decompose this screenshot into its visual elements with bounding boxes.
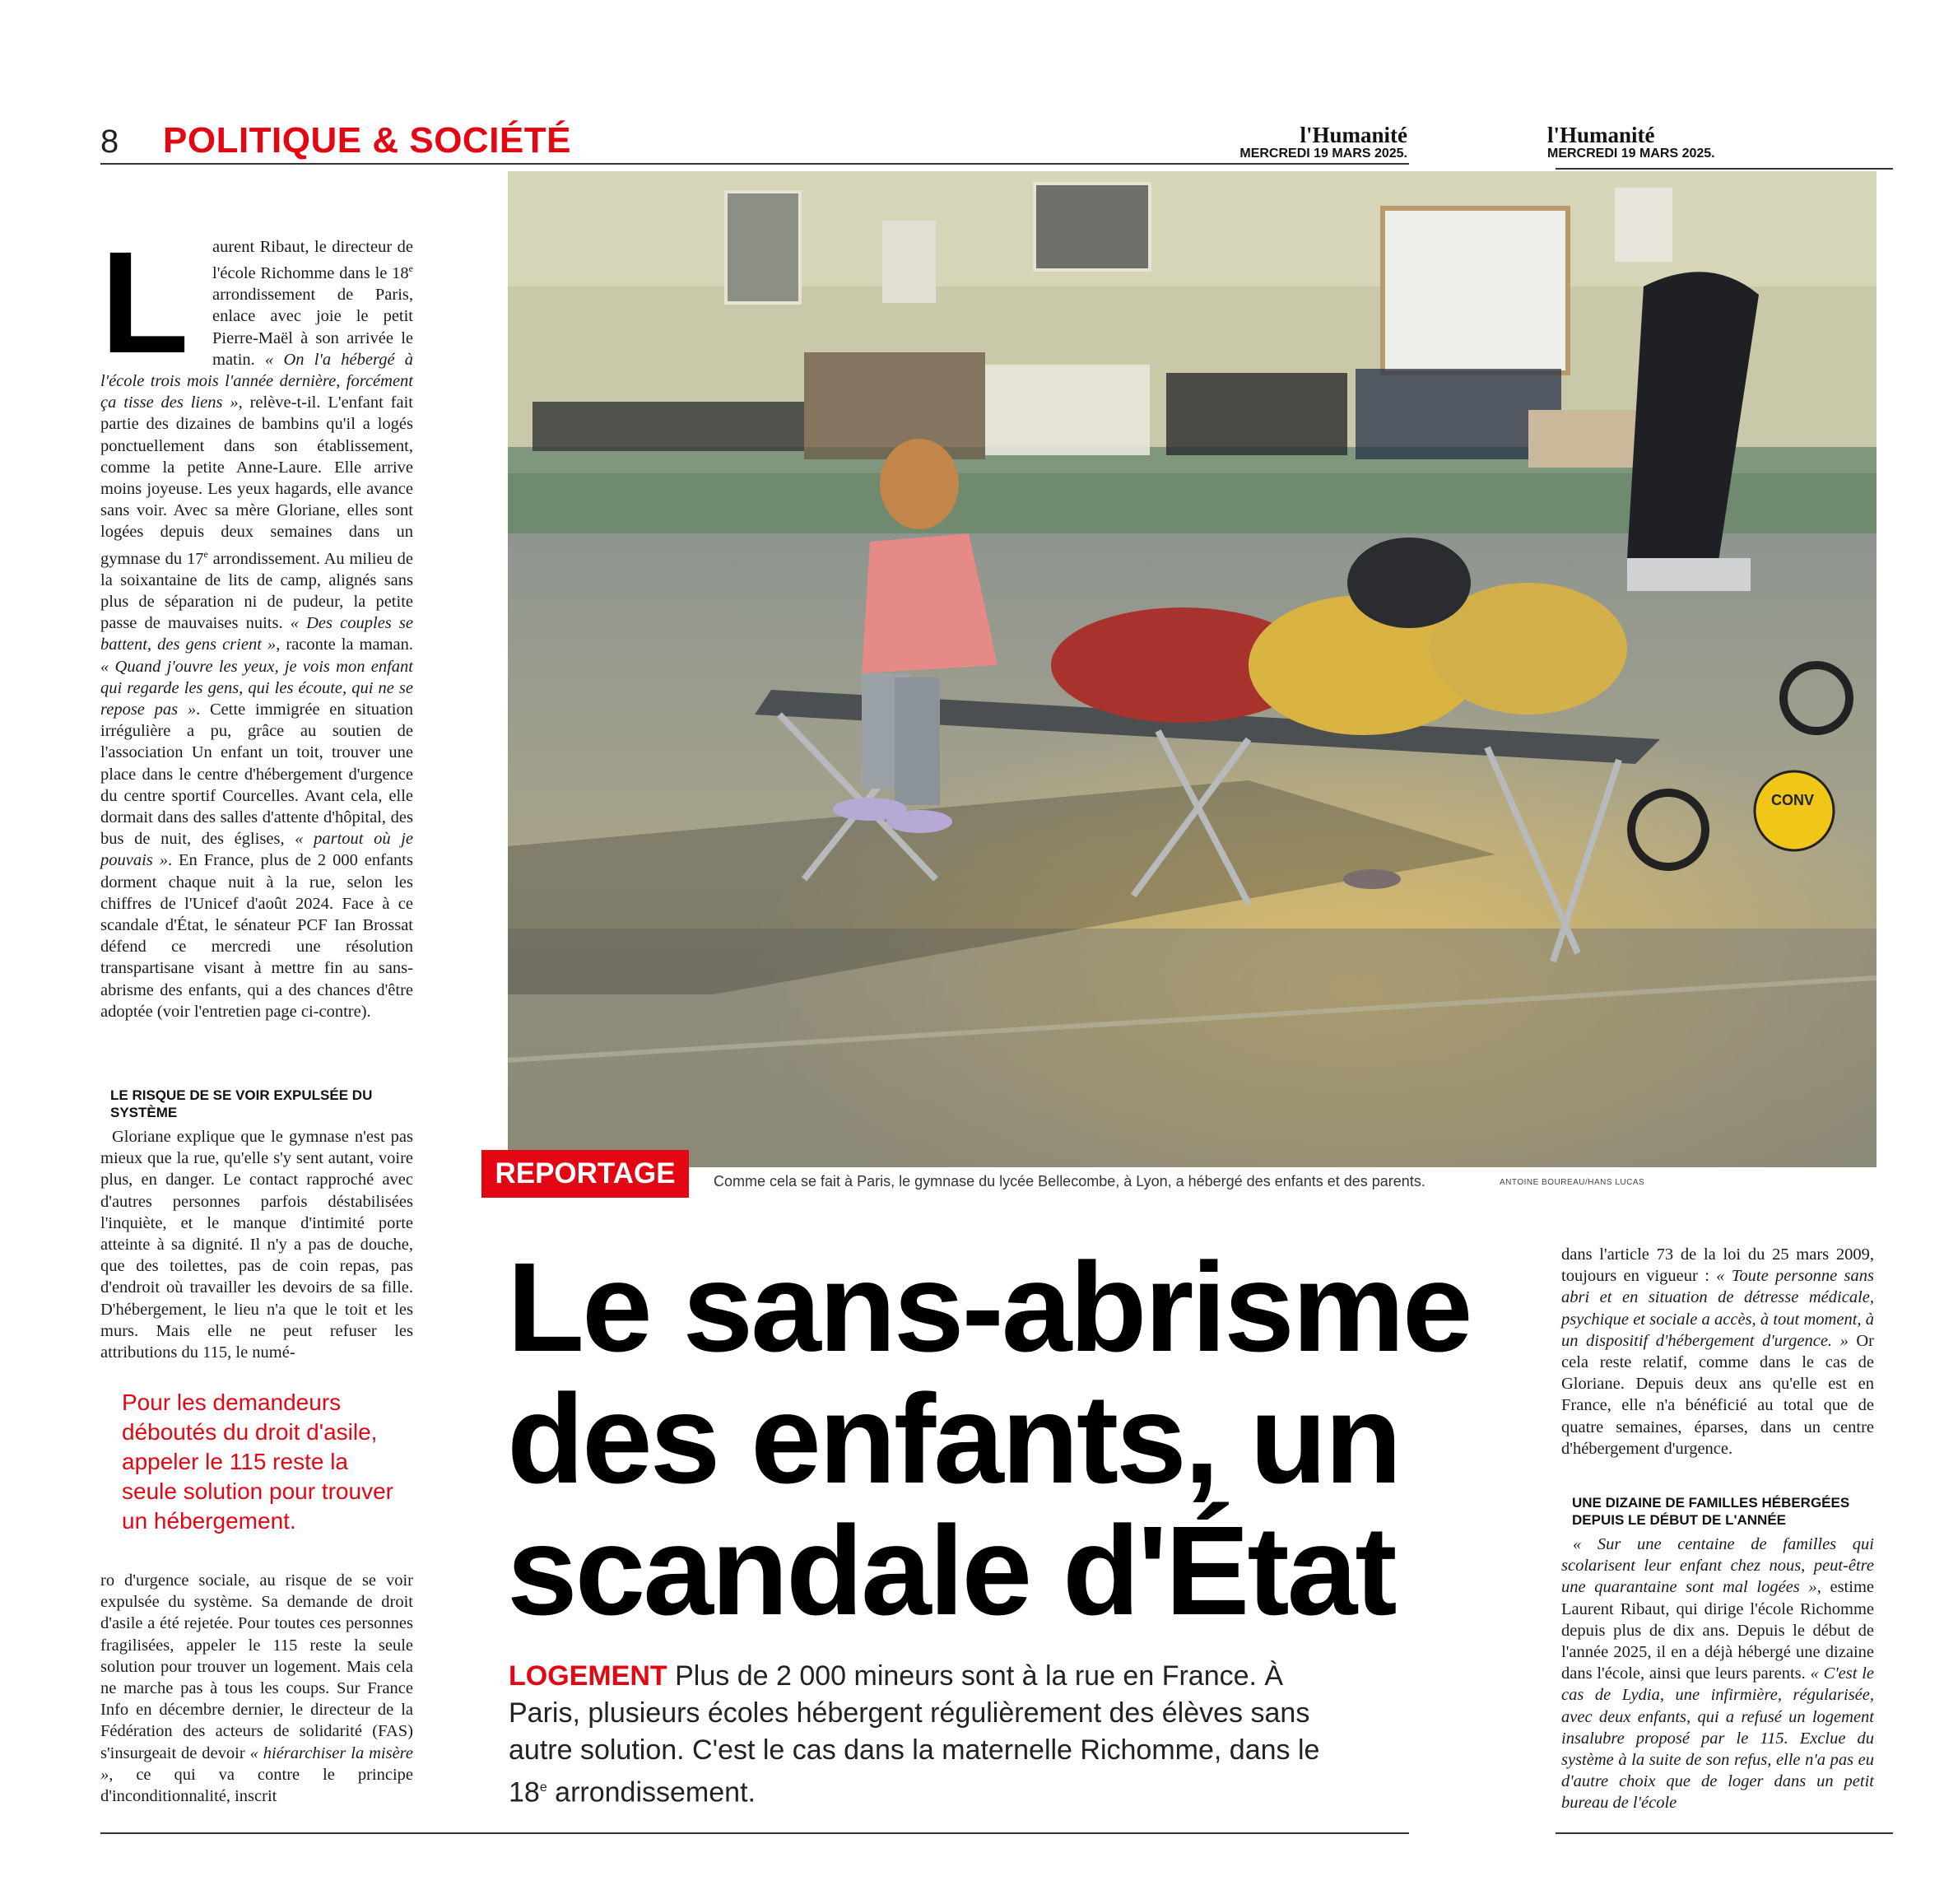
text-run: arrondissement.: [546, 1776, 756, 1809]
article-right-part1: [1561, 1244, 1874, 1459]
masthead-date: MERCREDI 19 MARS 2025.: [1547, 147, 1715, 161]
masthead-logo: l'Humanité: [1547, 123, 1655, 147]
article-left-part3: [100, 1570, 413, 1807]
quote: « Des couples se battent, des gens crient »: [100, 614, 413, 654]
text-run: , raconte la maman.: [276, 635, 414, 654]
footer-rule-left: [100, 1832, 1409, 1834]
text-run: aurent Ribaut, le directeur de l'école Richomme dans le 18: [212, 238, 413, 283]
masthead-right: [1547, 123, 1720, 161]
headline-line1: Le sans-abrisme: [507, 1236, 1471, 1378]
drop-cap: L: [100, 222, 189, 384]
text-run: Or cela reste relatif, comme dans le cas de Gloriane. Depuis deux ans qu'elle est en France, elle n'a bénéficié au total que de quatre semaines, éparses, dans un centre d'hébergement d'urgence.: [1561, 1331, 1874, 1458]
pull-quote: Pour les demandeurs déboutés du droit d'asile, appeler le 115 reste la seule solution pour trouver un hébergement.: [122, 1390, 393, 1534]
paragraph: Gloriane explique que le gymnase n'est pas mieux que la rue, qu'elle s'y sent autant, voire plus, en danger. Le contact rapproché avec d'autres personnes parfois déstabilisées l'inquiète, et le manque d'intimité porte atteinte à sa dignité. Il n'y a pas de douche, que des toilettes, pas de coin repas, pas d'endroit où travailler les devoirs de sa fille. D'hébergement, le lieu n'a que le toit et les murs. Mais elle ne peut refuser les attributions du 115, le numé-: [100, 1128, 413, 1362]
headline-line2: des enfants, un: [507, 1368, 1400, 1510]
text-run: dans l'article 73 de la loi du 25 mars 2009, toujours en vigueur :: [1561, 1245, 1874, 1286]
masthead-left: [1235, 123, 1407, 161]
quote: « partout où je pouvais »: [100, 830, 414, 870]
section-rubric: POLITIQUE & SOCIÉTÉ: [163, 120, 571, 161]
footer-rule-right: [1556, 1832, 1893, 1834]
header-rule-right: [1556, 168, 1893, 170]
page-number: 8: [100, 123, 119, 160]
photo-credit: ANTOINE BOUREAU/HANS LUCAS: [1500, 1178, 1645, 1187]
quote: « Quand j'ouvre les yeux, je vois mon enfant qui regarde les gens, qui les écoute, qui ne se repose pas »: [100, 657, 413, 719]
text-run: . Cette immigrée en situation irrégulière a pu, grâce au soutien de l'association Un enfant un toit, trouver une place dans le centre d'hébergement d'urgence du centre sportif Courcelles. Avant cela, elle dormait dans des salles d'attente d'hôpital, des bus de nuit, des églises,: [100, 700, 414, 849]
subhead-risque: LE RISQUE DE SE VOIR EXPULSÉE DU SYSTÈME: [110, 1087, 373, 1120]
superscript: e: [408, 263, 413, 275]
masthead-date: MERCREDI 19 MARS 2025.: [1239, 147, 1407, 161]
quote: « C'est le cas de Lydia, une infirmière, régularisée, avec deux enfants, qui a refusé un logement insalubre proposé par le 115. Exclue du système à la suite de son refus, elle n'a pas eu d'autre choix que de loger dans un petit bureau de l'école: [1561, 1664, 1874, 1813]
superscript: e: [539, 1781, 547, 1795]
chapo-keyword: LOGEMENT: [509, 1660, 667, 1692]
article-left-part2: [100, 1126, 413, 1363]
text-run: Plus de 2 000 mineurs sont à la rue en France. À Paris, plusieurs écoles hébergent régulièrement des élèves sans autre solution. C'est le cas dans la maternelle Richomme, dans le 18: [509, 1660, 1320, 1809]
subhead-dizaine: UNE DIZAINE DE FAMILLES HÉBERGÉES DEPUIS LE DÉBUT DE L'ANNÉE: [1572, 1495, 1850, 1528]
ball-label: CONV: [1771, 792, 1815, 808]
text-run: arrondissement de Paris, enlace avec joie le petit Pierre-Maël à son arrivée le matin.: [212, 286, 413, 369]
article-photo: [508, 171, 1877, 1167]
text-run: , estime Laurent Ribaut, qui dirige l'école Richomme depuis plus de dix ans. Depuis le début de l'année 2025, il en a déjà hébergé une dizaine dans l'école, ainsi que leurs parents.: [1561, 1578, 1874, 1683]
reportage-tag: REPORTAGE: [481, 1150, 689, 1198]
article-left-part1: [100, 222, 414, 1022]
quote: « Sur une centaine de familles qui scolarisent leur enfant chez nous, peut-être une quarantaine sont mal logées »: [1561, 1535, 1874, 1597]
text-run: , ce qui va contre le principe d'inconditionnalité, inscrit: [100, 1765, 413, 1806]
header-rule-left: [100, 163, 1409, 165]
superscript: e: [203, 547, 208, 560]
headline-line3: scandale d'État: [507, 1500, 1395, 1641]
quote: « hiérarchiser la misère »: [100, 1743, 413, 1784]
text-run: , relève-t-il. L'enfant fait partie des dizaines de bambins qu'il a logés ponctuellement dans son établissement, comme la petite Anne-Laure. Elle arrive moins joyeuse. Les yeux hagards, elle avance sans voir. Avec sa mère Gloriane, elles sont logées depuis deux semaines dans un gymnase du 17: [100, 393, 414, 568]
headline: [507, 1236, 1471, 1641]
article-right-part2: [1561, 1534, 1874, 1814]
gymnasium-scene: [508, 171, 1877, 1167]
chapo: [509, 1658, 1340, 1811]
photo-caption: Comme cela se fait à Paris, le gymnase du lycée Bellecombe, à Lyon, a hébergé des enfants et des parents.: [714, 1173, 1425, 1189]
text-run: arrondissement. Au milieu de la soixantaine de lits de camp, alignés sans plus de séparation ni de pudeur, la petite passe de mauvaises nuits.: [100, 549, 413, 633]
masthead-logo: l'Humanité: [1300, 123, 1407, 147]
text-run: ro d'urgence sociale, au risque de se voir expulsée du système. Sa demande de droit d'asile a été rejetée. Pour toutes ces personnes fragilisées, appeler le 115 reste la seule solution pour trouver un logement. Mais cela ne marche pas à tous les coups. Sur France Info en décembre dernier, le directeur de la Fédération des acteurs de solidarité (FAS) s'insurgeait de devoir: [100, 1571, 413, 1762]
quote: « Toute personne sans abri et en situation de détresse médicale, psychique et sociale a accès, à tout moment, à un dispositif d'hébergement d'urgence. »: [1561, 1267, 1874, 1350]
quote: « On l'a hébergé à l'école trois mois l'année dernière, forcément ça tisse des liens »: [100, 350, 414, 412]
text-run: . En France, plus de 2 000 enfants dorment chaque nuit à la rue, selon les chiffres de l'Unicef d'août 2024. Face à ce scandale d'État, le sénateur PCF Ian Brossat défend ce mercredi une résolution transpartisane visant à mettre fin au sans-abrisme des enfants, qui a des chances d'être adoptée (voir l'entretien page ci-contre).: [100, 851, 413, 1021]
